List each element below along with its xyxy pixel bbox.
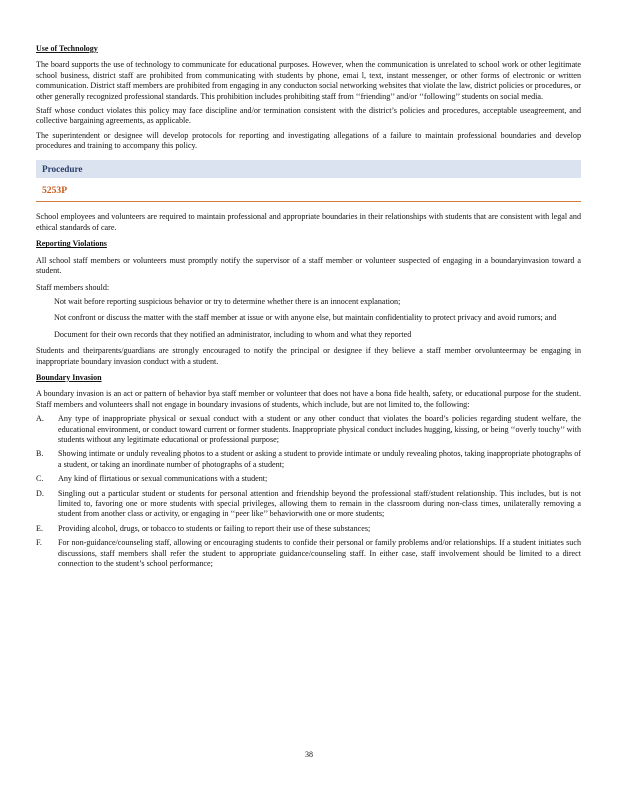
list-item-text: Showing intimate or unduly revealing photos to a student or asking a student to provide intimate or unduly revealing photos, taking inappropriate photographs of a student, or taking an inordinate number of photographs of a student; xyxy=(58,449,581,469)
bullet-icon xyxy=(36,313,54,323)
technology-paragraph: The superintendent or designee will develop protocols for reporting and investigating allegations of a failure to maintain professional boundaries and develop procedures and training to accompany this policy. xyxy=(36,130,581,151)
reporting-closing: Students and theirparents/guardians are strongly encouraged to notify the principal or designee if they believe a staff member orvolunteermay be engaging in inappropriate boundary invasion conduct with a student. xyxy=(36,346,581,366)
list-item-text: Singling out a particular student or students for personal attention and friendship beyond the professional staff/student relationship. This includes, but is not limited to, favoring one or more students with special privileges, allowing them to remain in the classroom during non-class times, unilaterally removing a student from another class or activity, or engaging in ‘‘peer like’’ behaviorwith one or more students; xyxy=(58,488,581,519)
document-page xyxy=(36,44,581,573)
list-item xyxy=(36,313,581,323)
boundary-paragraph: A boundary invasion is an act or pattern of behavior bya staff member or volunteer that does not have a bona fide health, safety, or educational purpose for the student. Staff members and volunteers shall not engage in boundary invasions of students, which include, but are not limited to, the following: xyxy=(36,389,581,409)
reporting-paragraph: All school staff members or volunteers must promptly notify the supervisor of a staff member or volunteer suspected of engaging in a boundaryinvasion toward a student. xyxy=(36,255,581,276)
list-item xyxy=(36,449,581,470)
list-item-text: Document for their own records that they notified an administrator, including to whom and what they reported xyxy=(54,329,412,339)
list-item-text: Not wait before reporting suspicious behavior or try to determine whether there is an innocent explanation; xyxy=(54,296,401,306)
use-of-technology-heading: Use of Technology xyxy=(36,44,98,53)
list-item-text: Not confront or discuss the matter with the staff member at issue or with anyone else, but maintain confidentiality to protect privacy and avoid rumors; and xyxy=(54,313,557,323)
boundary-invasion-heading: Boundary Invasion xyxy=(36,372,102,382)
list-letter: B. xyxy=(36,449,44,459)
list-letter: E. xyxy=(36,523,43,533)
list-item xyxy=(36,330,581,340)
list-item-text: Any type of inappropriate physical or sexual conduct with a student or any other conduct that violates the board’s policies regarding student welfare, the educational environment, or conduct toward current or former students. Inappropriate physical conduct includes hugging, kissing, or being ‘‘overly touchy’’ with students without any legitimate educational or professional purpose; xyxy=(58,414,581,444)
list-letter: C. xyxy=(36,474,44,484)
list-letter: A. xyxy=(36,414,44,424)
technology-paragraph: The board supports the use of technology to communicate for educational purposes. However, when the communication is unrelated to school work or other legitimate school business, district staff are prohibited from communicating with students by phone, emai l, text, instant messenger, or other forms of electronic or written communication. District staff members are prohibited from engaging in any conducton social networking websites that violate the law, district policies or procedures, or other generally recognized professional standards. This prohibition includes prohibiting staff from ‘‘friending’’ and/or ‘‘following’’ students on social media. xyxy=(36,60,581,101)
list-item-text: For non-guidance/counseling staff, allowing or encouraging students to confide their personal or family problems and/or relationships. If a student initiates such discussions, staff members shall refer the student to appropriate guidance/counseling staff. In either case, staff involvement should be limited to a direct connection to the student’s school performance; xyxy=(58,538,581,569)
list-item xyxy=(36,297,581,307)
list-item-text: Providing alcohol, drugs, or tobacco to students or failing to report their use of these substances; xyxy=(58,523,371,533)
bullet-icon xyxy=(36,330,54,340)
procedure-number: 5253P xyxy=(36,184,581,202)
list-item xyxy=(36,414,581,445)
technology-paragraph: Staff whose conduct violates this policy may face discipline and/or termination consistent with the district’s policies and procedures, acceptable useagreement, and collective bargaining agreements, as applicable. xyxy=(36,106,581,126)
list-item xyxy=(36,524,581,534)
bullet-icon xyxy=(36,297,54,307)
reporting-violations-heading: Reporting Violations xyxy=(36,239,107,249)
list-item-text: Any kind of flirtatious or sexual communications with a student; xyxy=(58,474,268,484)
list-item xyxy=(36,474,581,484)
staff-should-lead: Staff members should: xyxy=(36,282,110,292)
list-letter: D. xyxy=(36,488,44,498)
page-number: 38 xyxy=(305,750,313,759)
list-item xyxy=(36,489,581,520)
list-item xyxy=(36,538,581,569)
list-letter: F. xyxy=(36,538,42,548)
procedure-intro: School employees and volunteers are required to maintain professional and appropriate boundaries in their relationships with students that are consistent with legal and ethical standards of care. xyxy=(36,212,581,232)
procedure-banner: Procedure xyxy=(36,160,581,178)
